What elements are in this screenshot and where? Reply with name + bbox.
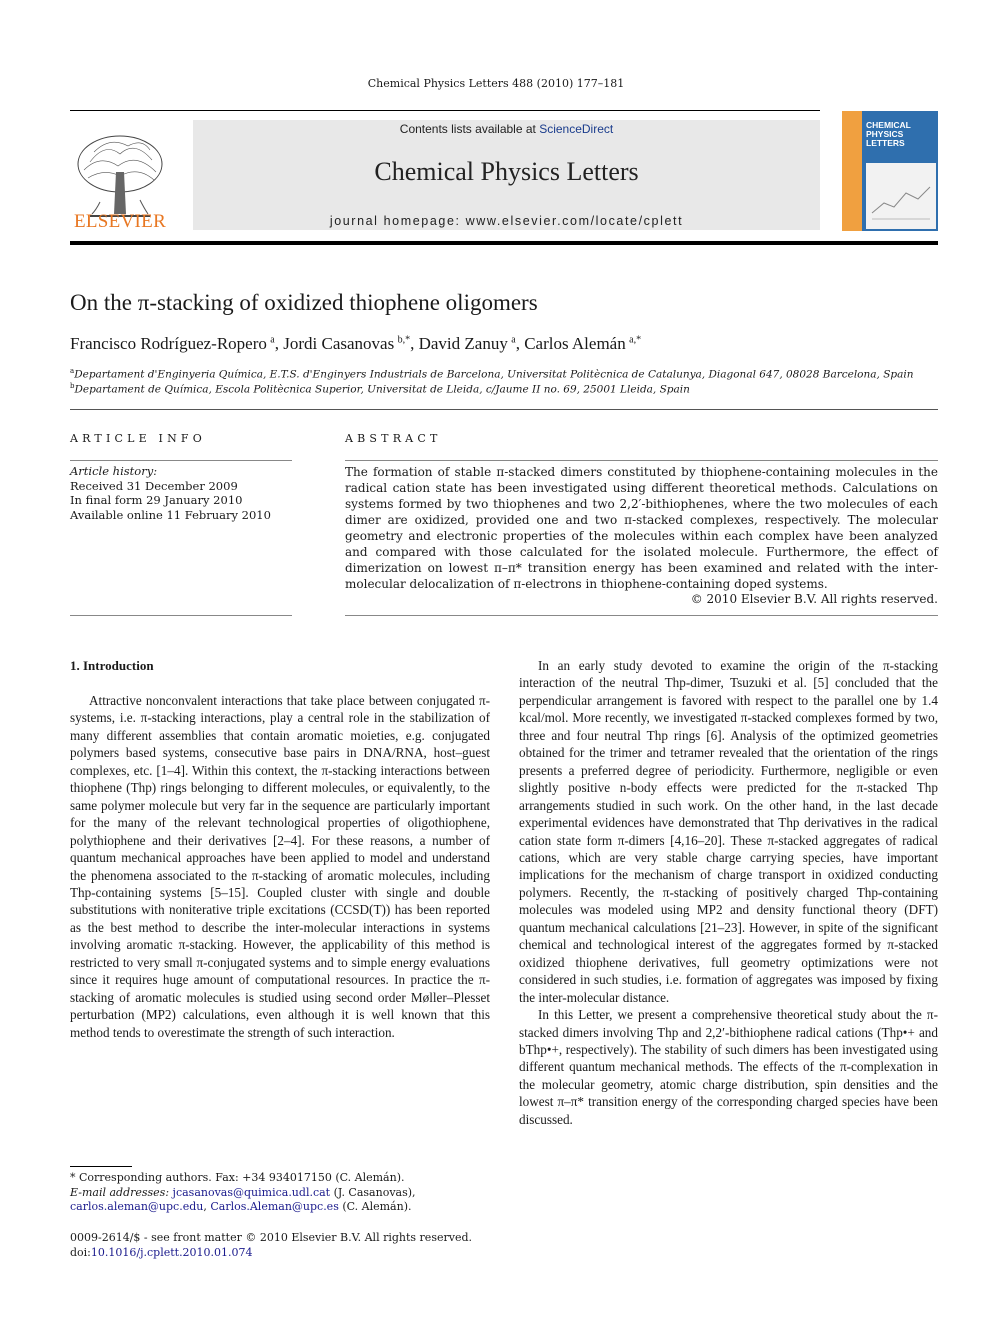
abstract-heading: ABSTRACT <box>345 432 442 445</box>
author-list: Francisco Rodríguez-Ropero $^a$, Jordi Casanovas $^{b,*}$, David Zanuy $^a$, Carlos Alemán $^{a,*}$ <box>70 334 642 353</box>
issn-line: 0009-2614/$ - see front matter © 2010 Elsevier B.V. All rights reserved. <box>70 1231 472 1244</box>
author-name[interactable]: David Zanuy <box>418 334 508 353</box>
author-name[interactable]: Francisco Rodríguez-Ropero <box>70 334 267 353</box>
doi-link[interactable]: 10.1016/j.cplett.2010.01.074 <box>90 1246 253 1259</box>
author-affil-mark: a <box>511 334 516 346</box>
journal-title: Chemical Physics Letters <box>374 157 639 186</box>
abstract-rule <box>345 460 938 461</box>
body-column-left <box>70 692 490 1041</box>
email-owner: (J. Casanovas), <box>333 1185 416 1199</box>
cover-title <box>866 121 911 148</box>
body-paragraph: Attractive nonconvalent interactions that take place between conjugated π-systems, i.e. π-stacking interactions, play a central role in the stabilization of many different assemblies that contain aromatic moieties, e.g. conjugated polymers based systems, consecutive base pairs in DNA/RNA, host–guest complexes, etc. [1–4]. Within this context, the π-stacking interactions between thiophene (Thp) rings belonging to different molecules, or equivalently, to the same polymer molecule but very far in the sequence are particularly important for the many of the relevant technological properties of oligothiophene, polythiophene and their derivatives [2–4]. For these reasons, a number of quantum mechanical approaches have been applied to model and understand the phenomena associated to the π-stacking of aromatic molecules, including Thp-containing systems [5–15]. Coupled cluster with single and double substitutions with noniterative triple excitations (CCSD(T)) has been reported as the best method to describe the inter-molecular interactions in systems involving aromatic π-stacking. However, the applicability of this method is restricted to very small π-conjugated systems and to simple energy evaluations since it requires huge amount of computational resources. In practice the π-stacking of aromatic molecules is studied using second order Møller–Plesset perturbation (MP2) calculations, even although it is well known that this method tends to overestimate the strength of such interaction. <box>70 693 490 1040</box>
doi-prefix: doi: <box>70 1246 91 1259</box>
front-matter-info <box>70 1230 490 1260</box>
email-link[interactable]: jcasanovas@quimica.udl.cat <box>172 1185 331 1199</box>
article-info-rule-bottom <box>70 615 292 616</box>
cover-title-line: LETTERS <box>866 138 905 148</box>
email-owner: (C. Alemán). <box>342 1200 412 1213</box>
corresponding-author-note: * Corresponding authors. Fax: +34 934017150 (C. Alemán). <box>70 1171 405 1184</box>
affiliation-text: Departament d'Enginyeria Química, E.T.S. d'Enginyers Industrials de Barcelona, Universitat Politècnica de Catalunya, Diagonal 647, 08028 Barcelona, Spain <box>74 368 914 381</box>
author-affil-mark: b,* <box>397 334 411 346</box>
body-paragraph: In an early study devoted to examine the origin of the π-stacking interaction of the neutral Thp-dimer, Tsuzuki et al. [5] concluded that the perpendicular arrangement is favored with respect to the parallel one by 1.4 kcal/mol. More recently, we investigated π-stacked complexes formed by two, three and four neutral Thp rings [6]. Analysis of the optimized geometries obtained for the trimer and tetramer revealed that the orientation of the rings presents a preferred degree of periodicity. Furthermore, negligible or even slightly positive n-body effects were predicted for the π-stacked Thp arrangements studied in such work. On the other hand, in the last decade experimental evidences have demonstrated that Thp derivatives in the radical cation state form π-dimers [4,16–20]. These π-stacked aggregates of radical cations, which are very stable charge carrying species, have important implications for the mechanism of charge transport in oxidized conducting polymers. Recently, the π-stacking of positively charged Thp-containing molecules was modeled using MP2 and density functional theory (DFT) quantum mechanical calculations [21–23]. However, in spite of the significant chemical and technological interest of the aggregates formed by π-stacked oxidized thiophene derivatives, full geometry optimizations were not considered in such studies, i.e. formation of aggregates was imposed by fixing the inter-molecular distance. <box>519 658 938 1005</box>
affiliation <box>70 367 914 381</box>
footnote-rule <box>70 1166 132 1167</box>
affiliation <box>70 382 690 396</box>
section-divider <box>70 409 938 410</box>
affiliation-text: Departament de Química, Escola Politècnica Superior, Universitat de Lleida, c/Jaume II no. 69, 25001 Lleida, Spain <box>74 383 690 396</box>
email-link[interactable]: Carlos.Aleman@upc.es <box>210 1200 339 1213</box>
history-online: Available online 11 February 2010 <box>70 507 271 522</box>
article-title: On the π-stacking of oxidized thiophene oligomers <box>70 290 538 315</box>
journal-cover-image <box>842 111 938 231</box>
author-name[interactable]: Jordi Casanovas <box>283 334 395 353</box>
header-rule <box>70 110 820 111</box>
copyright-notice: © 2010 Elsevier B.V. All rights reserved. <box>690 592 938 606</box>
body-column-right <box>519 657 938 1128</box>
body-paragraph: In this Letter, we present a comprehensive theoretical study about the π-stacked dimers involving Thp and 2,2′-bithiophene radical cations (Thp•+ and bThp•+, respectively). The stability of such dimers has been investigated using different quantum mechanical methods. The effects of the π-complexation in the molecular geometry, atomic charge distribution, spin densities and the lowest π–π* transition energy of the corresponding charged species have been discussed. <box>519 1007 938 1127</box>
abstract-text: The formation of stable π-stacked dimers constituted by thiophene-containing molecules in the radical cation state has been investigated using different theoretical methods. Calculations on systems formed by two thiophenes and two 2,2′-bithiophenes, where the two molecules of each dimer are oxidized, provided one and two π-stacked complexes, respectively. The molecular geometry and electronic properties of the molecules within each complex have been analyzed and compared with those calculated for the isolated molecule. Furthermore, the effect of dimerization on lowest π–π* transition energy has been examined and related with the inter-molecular delocalization of π-electrons in thiophene-containing doped systems. <box>345 465 938 591</box>
author-affil-mark: a <box>270 334 275 346</box>
footnote <box>70 1171 490 1215</box>
contents-prefix: Contents lists available at <box>399 122 540 136</box>
cover-plot-icon <box>866 163 936 229</box>
affiliation-mark: b <box>70 382 75 390</box>
article-info-rule <box>70 460 292 461</box>
author-name[interactable]: Carlos Alemán <box>524 334 626 353</box>
cover-strip <box>842 111 862 231</box>
affiliation-mark: a <box>70 367 75 375</box>
history-final-form: In final form 29 January 2010 <box>70 493 243 507</box>
section-heading: 1. Introduction <box>70 658 154 673</box>
contents-line <box>193 122 820 136</box>
cover-title-line: PHYSICS <box>866 129 904 139</box>
journal-homepage-link[interactable]: journal homepage: www.elsevier.com/locate/cplett <box>329 214 684 228</box>
email-label: E-mail addresses: <box>70 1185 170 1199</box>
history-label: Article history: <box>70 464 158 478</box>
cover-graphic <box>866 163 936 229</box>
email-link[interactable]: carlos.aleman@upc.edu <box>70 1200 204 1213</box>
article-history <box>70 464 271 522</box>
article-info-heading: ARTICLE INFO <box>70 432 206 445</box>
header-thick-rule <box>70 241 938 245</box>
elsevier-wordmark: ELSEVIER <box>73 211 167 232</box>
journal-header-box <box>193 120 820 230</box>
email-addresses: E-mail addresses: jcasanovas@quimica.udl.cat (J. Casanovas), carlos.aleman@upc.edu, Carlos.Aleman@upc.es (C. Alemán). <box>70 1185 416 1213</box>
cover-title-line: CHEMICAL <box>866 120 911 130</box>
doi-line <box>70 1245 490 1260</box>
author-affil-mark: a,* <box>629 334 642 346</box>
sciencedirect-link[interactable]: ScienceDirect <box>539 122 614 136</box>
journal-citation: Chemical Physics Letters 488 (2010) 177–181 <box>367 77 625 90</box>
abstract-rule-bottom <box>345 615 938 616</box>
history-received: Received 31 December 2009 <box>70 478 238 493</box>
